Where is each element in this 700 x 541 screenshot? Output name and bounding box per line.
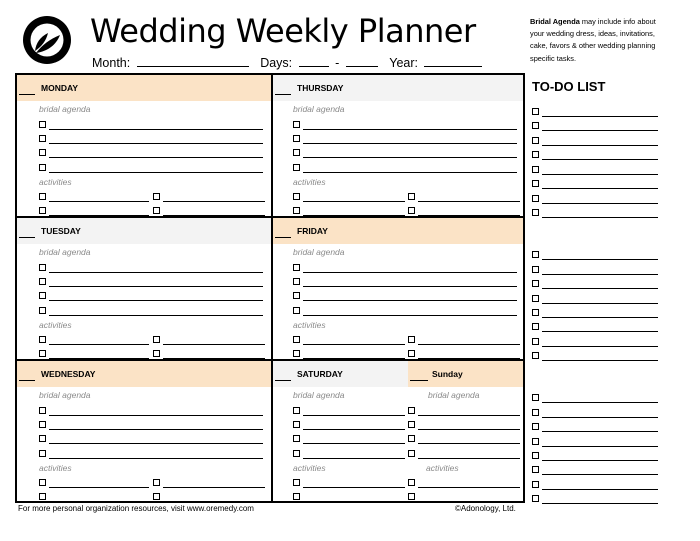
day-label: THURSDAY: [297, 83, 344, 93]
write-line[interactable]: [303, 443, 405, 444]
checkbox[interactable]: [532, 438, 539, 445]
checkbox[interactable]: [39, 493, 46, 500]
checkbox[interactable]: [293, 264, 300, 271]
write-line[interactable]: [163, 201, 265, 202]
todo-item[interactable]: [532, 150, 658, 160]
agenda-item[interactable]: [408, 420, 520, 430]
write-line[interactable]: [49, 272, 263, 273]
day-header-wednesday: [17, 361, 271, 387]
day-label: Sunday: [432, 369, 463, 379]
day-header-thursday: [273, 75, 523, 101]
agenda-item[interactable]: [293, 291, 517, 301]
checkbox[interactable]: [408, 336, 415, 343]
write-line[interactable]: [542, 317, 658, 318]
activity-item[interactable]: [153, 206, 265, 216]
write-line[interactable]: [303, 129, 517, 130]
checkbox[interactable]: [408, 193, 415, 200]
write-line[interactable]: [163, 358, 265, 359]
checkbox[interactable]: [532, 409, 539, 416]
todo-item[interactable]: [532, 322, 658, 332]
agenda-item[interactable]: [293, 120, 517, 130]
write-line[interactable]: [542, 259, 658, 260]
write-line[interactable]: [303, 215, 405, 216]
day-date-field[interactable]: [19, 380, 35, 381]
checkbox[interactable]: [532, 338, 539, 345]
bridal-agenda-note: [530, 16, 670, 65]
todo-item[interactable]: [532, 194, 658, 204]
activity-item[interactable]: [153, 349, 265, 359]
activity-item[interactable]: [408, 192, 520, 202]
agenda-item[interactable]: [39, 291, 263, 301]
write-line[interactable]: [418, 215, 520, 216]
checkbox[interactable]: [293, 307, 300, 314]
bridal-agenda-label: bridal agenda: [39, 104, 91, 114]
bridal-agenda-label: bridal agenda: [428, 390, 480, 400]
days-separator: -: [335, 56, 340, 70]
checkbox[interactable]: [532, 423, 539, 430]
activities-label: activities: [39, 320, 72, 330]
page-title: Wedding Weekly Planner: [90, 12, 476, 50]
activity-item[interactable]: [39, 349, 149, 359]
agenda-item[interactable]: [39, 263, 263, 273]
checkbox[interactable]: [293, 135, 300, 142]
todo-item[interactable]: [532, 165, 658, 175]
activity-item[interactable]: [293, 206, 405, 216]
write-line[interactable]: [418, 443, 520, 444]
day-header-sunday: [408, 361, 523, 387]
todo-item[interactable]: [532, 279, 658, 289]
todo-item[interactable]: [532, 437, 658, 447]
write-line[interactable]: [303, 157, 517, 158]
agenda-item[interactable]: [39, 406, 263, 416]
write-line[interactable]: [542, 460, 658, 461]
activity-item[interactable]: [39, 206, 149, 216]
write-line[interactable]: [303, 487, 405, 488]
checkbox[interactable]: [532, 481, 539, 488]
checkbox[interactable]: [39, 450, 46, 457]
write-line[interactable]: [542, 145, 658, 146]
checkbox[interactable]: [293, 121, 300, 128]
write-line[interactable]: [49, 157, 263, 158]
checkbox[interactable]: [532, 495, 539, 502]
bridal-agenda-label: bridal agenda: [293, 104, 345, 114]
checkbox[interactable]: [532, 209, 539, 216]
checkbox[interactable]: [408, 350, 415, 357]
todo-item[interactable]: [532, 250, 658, 260]
activity-item[interactable]: [408, 335, 520, 345]
day-date-field[interactable]: [19, 94, 35, 95]
agenda-item[interactable]: [39, 134, 263, 144]
agenda-item[interactable]: [293, 449, 405, 459]
todo-item[interactable]: [532, 208, 658, 218]
write-line[interactable]: [542, 503, 658, 504]
checkbox[interactable]: [293, 164, 300, 171]
checkbox[interactable]: [39, 164, 46, 171]
write-line[interactable]: [542, 303, 658, 304]
checkbox[interactable]: [39, 336, 46, 343]
activity-item[interactable]: [39, 335, 149, 345]
agenda-item[interactable]: [39, 434, 263, 444]
agenda-item[interactable]: [293, 163, 517, 173]
todo-item[interactable]: [532, 422, 658, 432]
todo-item[interactable]: [532, 465, 658, 475]
todo-item[interactable]: [532, 494, 658, 504]
checkbox[interactable]: [153, 193, 160, 200]
activity-item[interactable]: [153, 478, 265, 488]
todo-item[interactable]: [532, 480, 658, 490]
checkbox[interactable]: [39, 149, 46, 156]
day-header-friday: [273, 218, 523, 244]
write-line[interactable]: [303, 458, 405, 459]
write-line[interactable]: [542, 130, 658, 131]
write-line[interactable]: [303, 501, 405, 502]
todo-item[interactable]: [532, 337, 658, 347]
checkbox[interactable]: [532, 180, 539, 187]
checkbox[interactable]: [293, 149, 300, 156]
days-label: Days:: [260, 56, 293, 70]
checkbox[interactable]: [408, 421, 415, 428]
write-line[interactable]: [49, 201, 149, 202]
day-header-saturday: [273, 361, 408, 387]
agenda-item[interactable]: [39, 277, 263, 287]
write-line[interactable]: [418, 501, 520, 502]
activity-item[interactable]: [293, 335, 405, 345]
todo-title: TO-DO LIST: [532, 79, 606, 94]
write-line[interactable]: [542, 431, 658, 432]
write-line[interactable]: [49, 487, 149, 488]
activity-item[interactable]: [39, 478, 149, 488]
activity-item[interactable]: [153, 492, 265, 502]
todo-item[interactable]: [532, 308, 658, 318]
agenda-item[interactable]: [293, 277, 517, 287]
checkbox[interactable]: [39, 435, 46, 442]
todo-item[interactable]: [532, 451, 658, 461]
year-field[interactable]: [424, 56, 482, 67]
checkbox[interactable]: [293, 479, 300, 486]
agenda-item[interactable]: [39, 420, 263, 430]
year-label: Year:: [389, 56, 418, 70]
month-field[interactable]: [137, 56, 249, 67]
todo-item[interactable]: [532, 136, 658, 146]
checkbox[interactable]: [39, 479, 46, 486]
write-line[interactable]: [303, 286, 517, 287]
write-line[interactable]: [542, 217, 658, 218]
agenda-item[interactable]: [39, 163, 263, 173]
checkbox[interactable]: [153, 493, 160, 500]
write-line[interactable]: [542, 446, 658, 447]
checkbox[interactable]: [532, 122, 539, 129]
write-line[interactable]: [542, 360, 658, 361]
write-line[interactable]: [542, 288, 658, 289]
write-line[interactable]: [49, 458, 263, 459]
agenda-item[interactable]: [39, 449, 263, 459]
checkbox[interactable]: [39, 135, 46, 142]
checkbox[interactable]: [532, 280, 539, 287]
activity-item[interactable]: [293, 492, 405, 502]
agenda-item[interactable]: [39, 148, 263, 158]
activities-label: activities: [293, 320, 326, 330]
todo-item[interactable]: [532, 121, 658, 131]
checkbox[interactable]: [293, 336, 300, 343]
checkbox[interactable]: [293, 278, 300, 285]
activity-item[interactable]: [408, 492, 520, 502]
write-line[interactable]: [542, 346, 658, 347]
day-label: SATURDAY: [297, 369, 343, 379]
write-line[interactable]: [163, 501, 265, 502]
day-date-field[interactable]: [410, 380, 428, 381]
checkbox[interactable]: [408, 407, 415, 414]
checkbox[interactable]: [39, 421, 46, 428]
day-date-field[interactable]: [275, 380, 291, 381]
agenda-item[interactable]: [293, 134, 517, 144]
checkbox[interactable]: [532, 108, 539, 115]
footer-note: For more personal organization resources, visit www.oremedy.com: [18, 504, 254, 513]
todo-item[interactable]: [532, 179, 658, 189]
bridal-agenda-label: bridal agenda: [39, 247, 91, 257]
todo-item[interactable]: [532, 351, 658, 361]
activities-label: activities: [426, 463, 459, 473]
checkbox[interactable]: [39, 193, 46, 200]
write-line[interactable]: [49, 143, 263, 144]
day-date-field[interactable]: [275, 237, 291, 238]
write-line[interactable]: [418, 487, 520, 488]
checkbox[interactable]: [39, 264, 46, 271]
todo-item[interactable]: [532, 107, 658, 117]
write-line[interactable]: [49, 315, 263, 316]
activities-label: activities: [293, 463, 326, 473]
activity-item[interactable]: [408, 478, 520, 488]
write-line[interactable]: [542, 331, 658, 332]
checkbox[interactable]: [532, 452, 539, 459]
agenda-item[interactable]: [408, 449, 520, 459]
days-end-field[interactable]: [346, 56, 378, 67]
activity-item[interactable]: [293, 349, 405, 359]
write-line[interactable]: [303, 272, 517, 273]
agenda-item[interactable]: [293, 306, 517, 316]
checkbox[interactable]: [532, 323, 539, 330]
agenda-item[interactable]: [293, 148, 517, 158]
write-line[interactable]: [303, 344, 405, 345]
todo-item[interactable]: [532, 408, 658, 418]
write-line[interactable]: [49, 215, 149, 216]
agenda-item[interactable]: [293, 420, 405, 430]
write-line[interactable]: [418, 201, 520, 202]
checkbox[interactable]: [153, 350, 160, 357]
checkbox[interactable]: [532, 309, 539, 316]
write-line[interactable]: [542, 474, 658, 475]
agenda-item[interactable]: [293, 434, 405, 444]
write-line[interactable]: [542, 417, 658, 418]
todo-item[interactable]: [532, 294, 658, 304]
checkbox[interactable]: [39, 292, 46, 299]
days-start-field[interactable]: [299, 56, 329, 67]
write-line[interactable]: [49, 129, 263, 130]
write-line[interactable]: [163, 344, 265, 345]
write-line[interactable]: [49, 443, 263, 444]
write-line[interactable]: [49, 344, 149, 345]
checkbox[interactable]: [532, 466, 539, 473]
write-line[interactable]: [542, 188, 658, 189]
checkbox[interactable]: [532, 295, 539, 302]
write-line[interactable]: [418, 415, 520, 416]
month-label: Month:: [92, 56, 131, 70]
todo-item[interactable]: [532, 265, 658, 275]
checkbox[interactable]: [293, 193, 300, 200]
write-line[interactable]: [49, 358, 149, 359]
checkbox[interactable]: [408, 207, 415, 214]
agenda-item[interactable]: [39, 306, 263, 316]
write-line[interactable]: [303, 143, 517, 144]
checkbox[interactable]: [532, 352, 539, 359]
checkbox[interactable]: [408, 493, 415, 500]
write-line[interactable]: [303, 415, 405, 416]
activity-item[interactable]: [293, 192, 405, 202]
agenda-item[interactable]: [39, 120, 263, 130]
write-line[interactable]: [418, 458, 520, 459]
logo-icon: [22, 15, 72, 65]
activities-label: activities: [293, 177, 326, 187]
write-line[interactable]: [542, 174, 658, 175]
write-line[interactable]: [418, 358, 520, 359]
agenda-item[interactable]: [408, 434, 520, 444]
agenda-item[interactable]: [293, 406, 405, 416]
write-line[interactable]: [303, 172, 517, 173]
bridal-agenda-label: bridal agenda: [39, 390, 91, 400]
day-label: TUESDAY: [41, 226, 81, 236]
activity-item[interactable]: [153, 192, 265, 202]
write-line[interactable]: [49, 300, 263, 301]
activities-label: activities: [39, 463, 72, 473]
write-line[interactable]: [542, 159, 658, 160]
write-line[interactable]: [49, 429, 263, 430]
checkbox[interactable]: [293, 450, 300, 457]
checkbox[interactable]: [408, 435, 415, 442]
note-bold: Bridal Agenda: [530, 17, 580, 26]
agenda-item[interactable]: [293, 263, 517, 273]
checkbox[interactable]: [532, 195, 539, 202]
checkbox[interactable]: [293, 207, 300, 214]
write-line[interactable]: [303, 358, 405, 359]
checkbox[interactable]: [293, 435, 300, 442]
meta-fields: [92, 56, 482, 70]
checkbox[interactable]: [532, 166, 539, 173]
checkbox[interactable]: [39, 307, 46, 314]
checkbox[interactable]: [532, 251, 539, 258]
write-line[interactable]: [303, 429, 405, 430]
footer-copyright: ©Adonology, Ltd.: [455, 504, 516, 513]
day-label: FRIDAY: [297, 226, 328, 236]
write-line[interactable]: [542, 489, 658, 490]
checkbox[interactable]: [532, 266, 539, 273]
checkbox[interactable]: [293, 407, 300, 414]
checkbox[interactable]: [293, 350, 300, 357]
activity-item[interactable]: [153, 335, 265, 345]
activity-item[interactable]: [408, 206, 520, 216]
checkbox[interactable]: [532, 394, 539, 401]
activity-item[interactable]: [408, 349, 520, 359]
bridal-agenda-label: bridal agenda: [293, 247, 345, 257]
write-line[interactable]: [163, 487, 265, 488]
write-line[interactable]: [163, 215, 265, 216]
day-label: MONDAY: [41, 83, 78, 93]
write-line[interactable]: [49, 415, 263, 416]
activity-item[interactable]: [39, 492, 149, 502]
write-line[interactable]: [418, 344, 520, 345]
day-date-field[interactable]: [275, 94, 291, 95]
activity-item[interactable]: [39, 192, 149, 202]
todo-item[interactable]: [532, 393, 658, 403]
checkbox[interactable]: [408, 450, 415, 457]
checkbox[interactable]: [293, 292, 300, 299]
checkbox[interactable]: [153, 336, 160, 343]
write-line[interactable]: [49, 286, 263, 287]
checkbox[interactable]: [532, 137, 539, 144]
day-date-field[interactable]: [19, 237, 35, 238]
day-header-tuesday: [17, 218, 271, 244]
activity-item[interactable]: [293, 478, 405, 488]
write-line[interactable]: [49, 501, 149, 502]
write-line[interactable]: [542, 402, 658, 403]
checkbox[interactable]: [153, 207, 160, 214]
bridal-agenda-label: bridal agenda: [293, 390, 345, 400]
column-divider: [271, 75, 273, 501]
agenda-item[interactable]: [408, 406, 520, 416]
write-line[interactable]: [542, 274, 658, 275]
checkbox[interactable]: [39, 207, 46, 214]
write-line[interactable]: [303, 315, 517, 316]
checkbox[interactable]: [39, 121, 46, 128]
write-line[interactable]: [418, 429, 520, 430]
checkbox[interactable]: [532, 151, 539, 158]
day-header-monday: [17, 75, 271, 101]
write-line[interactable]: [49, 172, 263, 173]
write-line[interactable]: [303, 201, 405, 202]
day-label: WEDNESDAY: [41, 369, 96, 379]
write-line[interactable]: [542, 116, 658, 117]
write-line[interactable]: [542, 203, 658, 204]
checkbox[interactable]: [408, 479, 415, 486]
write-line[interactable]: [303, 300, 517, 301]
note-text: may include info about your wedding dress, ideas, invitations, cake, favors & other wedding planning specific tasks.: [530, 17, 656, 63]
checkbox[interactable]: [39, 278, 46, 285]
checkbox[interactable]: [39, 350, 46, 357]
checkbox[interactable]: [293, 421, 300, 428]
week-grid: [15, 73, 525, 503]
activities-label: activities: [39, 177, 72, 187]
checkbox[interactable]: [153, 479, 160, 486]
checkbox[interactable]: [39, 407, 46, 414]
checkbox[interactable]: [293, 493, 300, 500]
